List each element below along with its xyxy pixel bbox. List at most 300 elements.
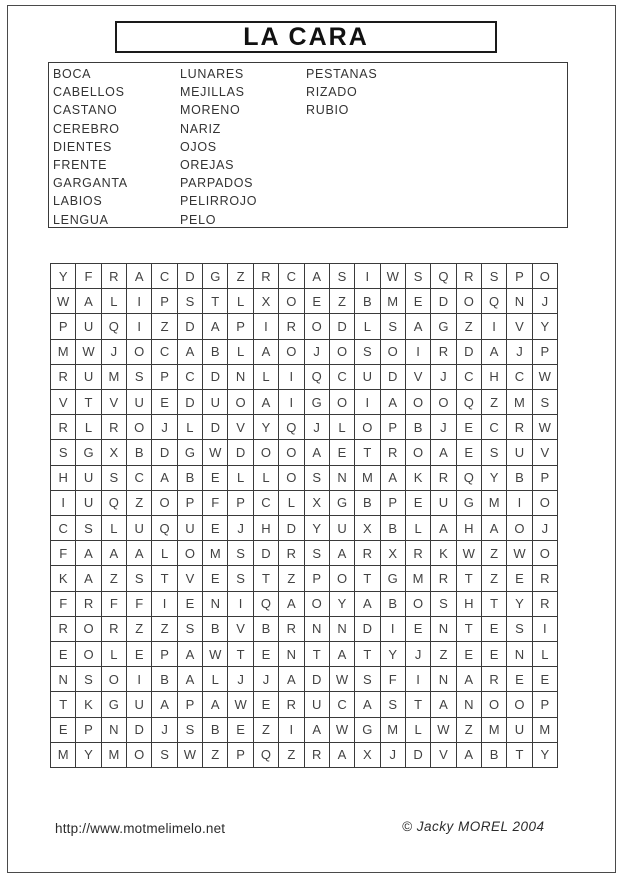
grid-cell: F [51,592,76,617]
grid-cell: B [127,440,152,465]
grid-cell: S [507,617,532,642]
grid-cell: V [51,390,76,415]
grid-cell: V [178,566,203,591]
grid-cell: A [254,340,279,365]
grid-cell: I [228,592,253,617]
grid-cell: E [406,289,431,314]
grid-cell: E [457,642,482,667]
grid-cell: I [355,390,380,415]
grid-cell: S [102,466,127,491]
grid-cell: A [152,692,177,717]
grid-cell: Y [76,743,101,768]
grid-cell: O [102,667,127,692]
grid-cell: E [482,617,507,642]
grid-cell: N [228,365,253,390]
grid-cell: E [533,667,558,692]
grid-cell: I [355,264,380,289]
grid-cell: N [102,718,127,743]
grid-cell: D [305,667,330,692]
grid-cell: J [381,743,406,768]
grid-cell: K [431,541,456,566]
grid-cell: O [127,743,152,768]
grid-cell: X [254,289,279,314]
grid-cell: Z [279,566,304,591]
grid-cell: N [457,692,482,717]
grid-cell: I [381,617,406,642]
grid-cell: R [279,617,304,642]
grid-cell: L [533,642,558,667]
grid-cell: C [330,692,355,717]
grid-cell: L [178,415,203,440]
grid-cell: E [203,466,228,491]
grid-cell: T [507,743,532,768]
grid-cell: B [203,617,228,642]
grid-cell: P [533,466,558,491]
grid-cell: N [330,617,355,642]
grid-cell: U [76,314,101,339]
grid-cell: Q [152,516,177,541]
grid-cell: M [381,289,406,314]
grid-cell: A [330,642,355,667]
grid-cell: Z [482,566,507,591]
grid-cell: Z [279,743,304,768]
grid-cell: Y [482,466,507,491]
grid-cell: A [254,390,279,415]
grid-cell: U [178,516,203,541]
footer-url: http://www.motmelimelo.net [55,821,226,836]
word-list-column-3 [306,65,377,120]
grid-cell: R [102,617,127,642]
word-list-item: OREJAS [180,158,235,173]
grid-cell: E [305,289,330,314]
grid-cell: T [254,566,279,591]
grid-cell: S [330,264,355,289]
grid-cell: Y [533,743,558,768]
grid-cell: A [76,566,101,591]
grid-cell: A [381,390,406,415]
word-list-item: OJOS [180,139,217,154]
grid-cell: P [533,340,558,365]
grid-cell: L [330,415,355,440]
grid-cell: N [330,466,355,491]
grid-cell: U [305,692,330,717]
grid-cell: Z [254,718,279,743]
grid-cell: O [228,390,253,415]
grid-cell: O [330,566,355,591]
word-list-item: MORENO [180,103,241,118]
grid-cell: M [381,718,406,743]
grid-cell: S [127,365,152,390]
grid-cell: B [178,466,203,491]
grid-cell: B [203,340,228,365]
grid-cell: T [203,289,228,314]
grid-cell: R [482,667,507,692]
grid-cell: V [102,390,127,415]
grid-cell: Z [457,718,482,743]
grid-cell: I [127,289,152,314]
word-list-item: RUBIO [306,103,350,118]
grid-cell: K [51,566,76,591]
grid-cell: S [127,566,152,591]
grid-cell: W [507,541,532,566]
grid-cell: Q [457,390,482,415]
grid-cell: Z [102,566,127,591]
grid-cell: D [355,617,380,642]
grid-cell: R [457,264,482,289]
grid-cell: R [305,743,330,768]
grid-cell: D [330,314,355,339]
grid-cell: T [355,566,380,591]
grid-cell: E [152,390,177,415]
grid-cell: O [254,440,279,465]
grid-cell: W [330,718,355,743]
grid-cell: O [305,592,330,617]
grid-cell: Q [457,466,482,491]
grid-cell: U [507,440,532,465]
grid-cell: G [305,390,330,415]
grid-cell: B [254,617,279,642]
grid-cell: G [457,491,482,516]
grid-cell: A [355,692,380,717]
grid-cell: D [431,289,456,314]
grid-cell: S [76,667,101,692]
grid-cell: S [228,566,253,591]
grid-cell: Y [305,516,330,541]
grid-cell: M [355,466,380,491]
grid-cell: A [305,264,330,289]
grid-cell: N [203,592,228,617]
grid-cell: E [507,566,532,591]
grid-cell: P [305,566,330,591]
word-list-box [48,62,568,228]
grid-cell: N [431,617,456,642]
grid-cell: J [406,642,431,667]
grid-cell: J [431,365,456,390]
grid-cell: D [203,415,228,440]
grid-cell: E [203,516,228,541]
grid-cell: O [431,390,456,415]
grid-cell: J [533,516,558,541]
grid-cell: N [431,667,456,692]
grid-cell: P [152,642,177,667]
grid-cell: F [203,491,228,516]
word-list-item: LENGUA [53,212,109,227]
grid-cell: M [406,566,431,591]
grid-cell: U [76,491,101,516]
grid-cell: T [457,566,482,591]
grid-cell: A [431,440,456,465]
grid-cell: E [254,642,279,667]
grid-cell: O [76,642,101,667]
grid-cell: D [152,440,177,465]
grid-cell: A [482,516,507,541]
grid-cell: Q [254,743,279,768]
grid-cell: C [178,365,203,390]
grid-cell: R [431,466,456,491]
grid-cell: A [279,592,304,617]
grid-cell: U [203,390,228,415]
grid-cell: B [355,289,380,314]
grid-cell: P [152,289,177,314]
grid-cell: U [355,365,380,390]
grid-cell: U [431,491,456,516]
grid-cell: M [482,491,507,516]
grid-cell: P [533,692,558,717]
grid-cell: I [127,667,152,692]
grid-cell: O [507,516,532,541]
grid-cell: L [228,289,253,314]
grid-cell: O [127,415,152,440]
grid-cell: B [381,592,406,617]
grid-cell: H [51,466,76,491]
grid-cell: Y [330,592,355,617]
grid-cell: J [152,415,177,440]
grid-cell: S [178,617,203,642]
grid-cell: D [457,340,482,365]
grid-cell: R [355,541,380,566]
word-list-item: PESTANAS [306,67,378,81]
grid-cell: F [76,264,101,289]
grid-cell: C [254,491,279,516]
grid-cell: E [228,718,253,743]
grid-cell: M [51,340,76,365]
grid-cell: A [178,340,203,365]
grid-cell: C [51,516,76,541]
grid-cell: C [152,340,177,365]
grid-cell: E [457,440,482,465]
grid-cell: I [152,592,177,617]
word-list-column-2 [180,65,257,229]
grid-cell: E [127,642,152,667]
grid-cell: Q [102,314,127,339]
grid-cell: Z [330,289,355,314]
grid-cell: I [507,491,532,516]
grid-cell: J [152,718,177,743]
grid-cell: L [254,365,279,390]
grid-cell: S [482,264,507,289]
grid-cell: N [51,667,76,692]
grid-cell: O [533,541,558,566]
word-list-item: MEJILLAS [180,85,245,100]
grid-cell: R [102,415,127,440]
grid-cell: S [178,718,203,743]
grid-cell: I [51,491,76,516]
grid-cell: U [76,466,101,491]
grid-cell: B [355,491,380,516]
grid-cell: L [406,718,431,743]
grid-cell: M [533,718,558,743]
grid-cell: W [203,642,228,667]
grid-cell: Q [102,491,127,516]
grid-cell: A [305,718,330,743]
grid-cell: L [76,415,101,440]
grid-cell: W [330,667,355,692]
grid-cell: R [51,365,76,390]
grid-cell: L [102,516,127,541]
grid-cell: O [355,415,380,440]
grid-cell: P [76,718,101,743]
grid-cell: U [330,516,355,541]
grid-cell: L [254,466,279,491]
puzzle-title: LA CARA [243,22,369,51]
grid-cell: P [228,491,253,516]
grid-cell: A [406,314,431,339]
grid-cell: S [482,440,507,465]
grid-cell: O [533,264,558,289]
grid-cell: O [178,541,203,566]
grid-cell: A [305,440,330,465]
grid-cell: S [76,516,101,541]
grid-cell: D [254,541,279,566]
word-list-item: RIZADO [306,85,358,100]
grid-cell: G [355,718,380,743]
grid-cell: M [51,743,76,768]
grid-cell: H [482,365,507,390]
grid-cell: U [127,390,152,415]
grid-cell: X [102,440,127,465]
grid-cell: P [152,365,177,390]
grid-cell: J [305,415,330,440]
grid-cell: C [507,365,532,390]
grid-cell: O [406,390,431,415]
grid-cell: P [178,491,203,516]
grid-cell: S [355,667,380,692]
grid-cell: O [507,692,532,717]
grid-cell: V [228,415,253,440]
puzzle-title-box [115,21,497,53]
word-list-item: BOCA [53,67,92,81]
grid-cell: L [279,491,304,516]
grid-cell: X [355,743,380,768]
word-list-item: GARGANTA [53,176,128,191]
grid-cell: A [203,314,228,339]
grid-cell: Z [152,314,177,339]
grid-cell: A [152,466,177,491]
grid-cell: A [431,692,456,717]
word-list-item: PARPADOS [180,176,254,191]
grid-cell: D [178,264,203,289]
grid-cell: B [482,743,507,768]
grid-cell: I [279,390,304,415]
grid-cell: O [330,390,355,415]
grid-cell: E [254,692,279,717]
grid-cell: K [406,466,431,491]
grid-cell: O [381,340,406,365]
grid-cell: T [406,692,431,717]
grid-cell: O [279,440,304,465]
grid-cell: Y [381,642,406,667]
grid-cell: W [203,440,228,465]
word-list-item: NARIZ [180,121,221,136]
grid-cell: J [507,340,532,365]
grid-cell: S [533,390,558,415]
grid-cell: S [305,466,330,491]
grid-cell: A [76,289,101,314]
grid-cell: E [482,642,507,667]
grid-cell: L [406,516,431,541]
grid-cell: A [330,743,355,768]
grid-cell: E [51,642,76,667]
grid-cell: E [406,491,431,516]
grid-cell: Z [127,617,152,642]
grid-cell: T [76,390,101,415]
grid-cell: R [406,541,431,566]
grid-cell: F [381,667,406,692]
grid-cell: M [102,365,127,390]
grid-cell: D [127,718,152,743]
grid-cell: N [507,642,532,667]
grid-cell: Q [305,365,330,390]
grid-cell: I [482,314,507,339]
grid-cell: W [533,415,558,440]
grid-cell: G [102,692,127,717]
grid-cell: J [228,667,253,692]
grid-cell: X [381,541,406,566]
grid-cell: Z [482,390,507,415]
grid-cell: A [76,541,101,566]
grid-cell: W [431,718,456,743]
grid-cell: Z [152,617,177,642]
grid-cell: V [431,743,456,768]
grid-cell: E [406,617,431,642]
grid-cell: T [51,692,76,717]
grid-cell: O [406,440,431,465]
grid-cell: G [431,314,456,339]
grid-cell: D [203,365,228,390]
grid-cell: S [406,264,431,289]
grid-cell: W [178,743,203,768]
grid-cell: U [127,516,152,541]
grid-cell: O [482,692,507,717]
grid-cell: I [279,718,304,743]
grid-cell: I [406,667,431,692]
grid-cell: S [355,340,380,365]
grid-cell: O [279,466,304,491]
grid-cell: S [305,541,330,566]
grid-cell: R [507,415,532,440]
grid-cell: A [203,692,228,717]
word-list-item: CASTANO [53,103,118,118]
grid-cell: S [431,592,456,617]
grid-cell: R [431,340,456,365]
grid-cell: R [381,440,406,465]
grid-cell: P [381,491,406,516]
grid-cell: O [330,340,355,365]
grid-cell: S [228,541,253,566]
grid-cell: X [355,516,380,541]
grid-cell: R [279,541,304,566]
grid-cell: J [102,340,127,365]
grid-cell: H [254,516,279,541]
grid-cell: N [507,289,532,314]
grid-cell: B [406,415,431,440]
grid-cell: V [533,440,558,465]
footer-copyright: © Jacky MOREL 2004 [402,819,545,834]
grid-cell: A [102,541,127,566]
grid-cell: V [406,365,431,390]
grid-cell: I [279,365,304,390]
grid-cell: L [203,667,228,692]
grid-cell: T [482,592,507,617]
grid-cell: P [381,415,406,440]
grid-cell: L [228,466,253,491]
grid-cell: B [381,516,406,541]
grid-cell: C [482,415,507,440]
grid-cell: R [533,592,558,617]
grid-cell: S [381,692,406,717]
grid-cell: A [482,340,507,365]
grid-cell: G [76,440,101,465]
